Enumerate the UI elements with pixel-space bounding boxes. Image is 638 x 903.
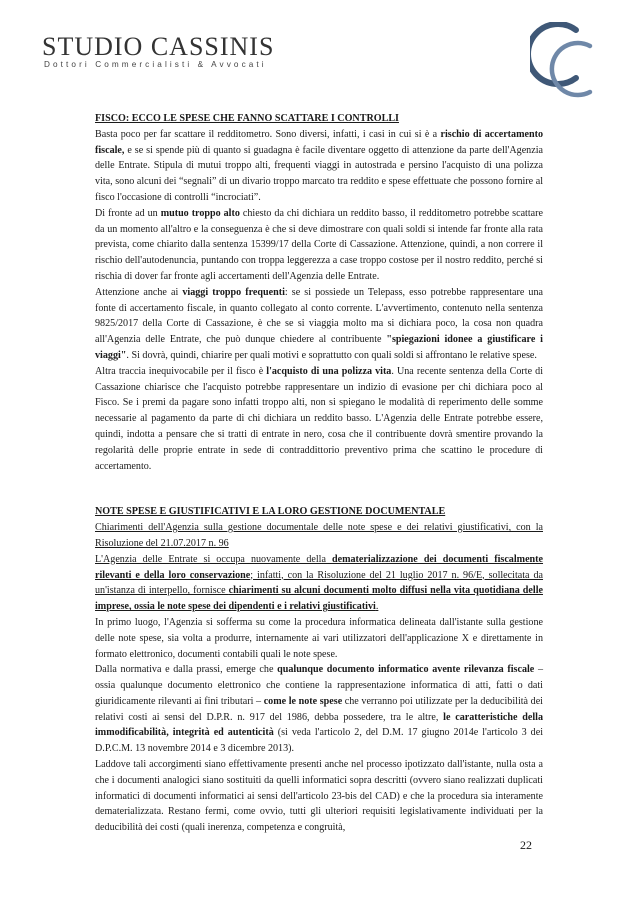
brand-name: STUDIO CASSINIS [42, 32, 275, 61]
letterhead [0, 0, 638, 95]
page-number: 22 [520, 838, 532, 852]
cc-logo [530, 22, 600, 100]
paragraph: Di fronte ad un mutuo troppo alto chiesto da chi dichiara un reddito basso, il redditometro potrebbe scattare da un momento all'altro e la conseguenza è che si deve dimostrare con quali soldi si intende far fronte alla rata prevista, come chiarito dalla sentenza 15399/17 della Corte di Cassazione. Attenzione, quindi, a non correre il rischio dell'autodenuncia, puntando con troppa leggerezza a case troppo costose per il nostro reddito, perché si rischia di dover far fronte agli accertamenti dell'Agenzia delle Entrate. [95, 207, 543, 282]
paragraph: In primo luogo, l'Agenzia si sofferma su come la procedura informatica delineata dall'istante sulla gestione delle note spese, sia volta a produrre, internamente ai vari utilizzatori dell'applicazione X e direttamente in formato elettronico, documenti contabili quali le note spese. [95, 616, 543, 660]
section-title-fisco: FISCO: ECCO LE SPESE CHE FANNO SCATTARE I CONTROLLI [95, 113, 399, 124]
paragraph: L'Agenzia delle Entrate si occupa nuovamente della dematerializzazione dei documenti fiscalmente rilevanti e della loro conservazione; infatti, con la Risoluzione del 21 luglio 2017 n. 96/E, sollecitata da un'istanza di interpello, fornisce chiarimenti su alcuni documenti molto diffusi nella vita quotidiana delle imprese, ossia le note spese dei dipendenti e i relativi giustificativi. [95, 553, 544, 613]
paragraph: Basta poco per far scattare il redditometro. Sono diversi, infatti, i casi in cui si è a rischio di accertamento fiscale, e se si spende più di quanto si guadagna è facile diventare oggetto di attenzione da parte dell'Agenzia delle Entrate. Stipula di mutui troppo alti, frequenti viaggi in autostrada e persino l'acquisto di una polizza vita, sono alcuni dei “segnali” di un divario troppo marcato tra reddito e spese effettuate che possono fornire al fisco l'occasione di controlli “incrociati”. [95, 128, 543, 203]
document-body [95, 111, 543, 836]
paragraph: Attenzione anche ai viaggi troppo frequenti: se si possiede un Telepass, esso potrebbe rappresentare una fonte di accertamento fiscale, in quanto collegato al conto corrente. L'avvertimento, contenuto nella sentenza 9825/2017 della Corte di Cassazione, è che se si viaggia molto ma si dichiara poco, la cosa non quadra all'Agenzia delle Entrate, che può dunque chiedere al contribuente "spiegazioni idonee a giustificare i viaggi". Si dovrà, quindi, chiarire per quali motivi e soprattutto con quali soldi si affrontano le relative spese. [95, 286, 543, 361]
section-subtitle: Chiarimenti dell'Agenzia sulla gestione documentale delle note spese e dei relativi giustificativi, con la Risoluzione del 21.07.2017 n. 96 [95, 522, 543, 549]
paragraph: Dalla normativa e dalla prassi, emerge che qualunque documento informatico avente rilevanza fiscale – ossia qualunque documento elettronico che contiene la rappresentazione informatica di atti, fatti o dati giuridicamente rilevanti ai fini tributari – come le note spese che verranno poi utilizzate per la deducibilità dei relativi costi ai sensi del D.P.R. n. 917 del 1986, debba possedere, tra le altre, le caratteristiche della immodificabilità, integrità ed autenticità (si veda l'articolo 2, del D.M. 17 giugno 2014e l'articolo 3 dei D.P.C.M. 13 novembre 2014 e 3 dicembre 2013). [95, 664, 544, 755]
paragraph: Altra traccia inequivocabile per il fisco è l'acquisto di una polizza vita. Una recente sentenza della Corte di Cassazione chiarisce che l'acquisto potrebbe rappresentare un indizio di evasione per chi dichiara poco al Fisco. Se i premi da pagare sono infatti troppo alti, non si spiegano le modalità di reperimento delle somme necessarie al pagamento da parte di chi dichiara un reddito basso. L'Agenzia delle Entrate potrebbe essere, quindi, indotta a pensare che si tratti di entrate in nero, cosa che il contribuente dovrà smentire provando la regolarità delle proprie entrate in sede di contraddittorio preventivo prima che scattino le procedure di accertamento. [95, 365, 543, 472]
section-title-note-spese: NOTE SPESE E GIUSTIFICATIVI E LA LORO GESTIONE DOCUMENTALE [95, 506, 446, 518]
section-spacer [95, 474, 543, 504]
paragraph: Laddove tali accorgimenti siano effettivamente presenti anche nel processo ipotizzato dall'istante, nulla osta a che i documenti analogici siano sostituiti da quelli informatici sopra descritti (ovvero siano realizzati duplicati informatici di documenti informatici ai sensi dell'articolo 23-bis del CAD) e che la procedura sia interamente dematerializzata. Restano fermi, come ovvio, tutti gli ulteriori requisiti legislativamente individuati per la deducibilità dei costi (quali inerenza, competenza e congruità, [95, 759, 543, 834]
brand-tagline: Dottori Commercialisti & Avvocati [44, 60, 267, 69]
